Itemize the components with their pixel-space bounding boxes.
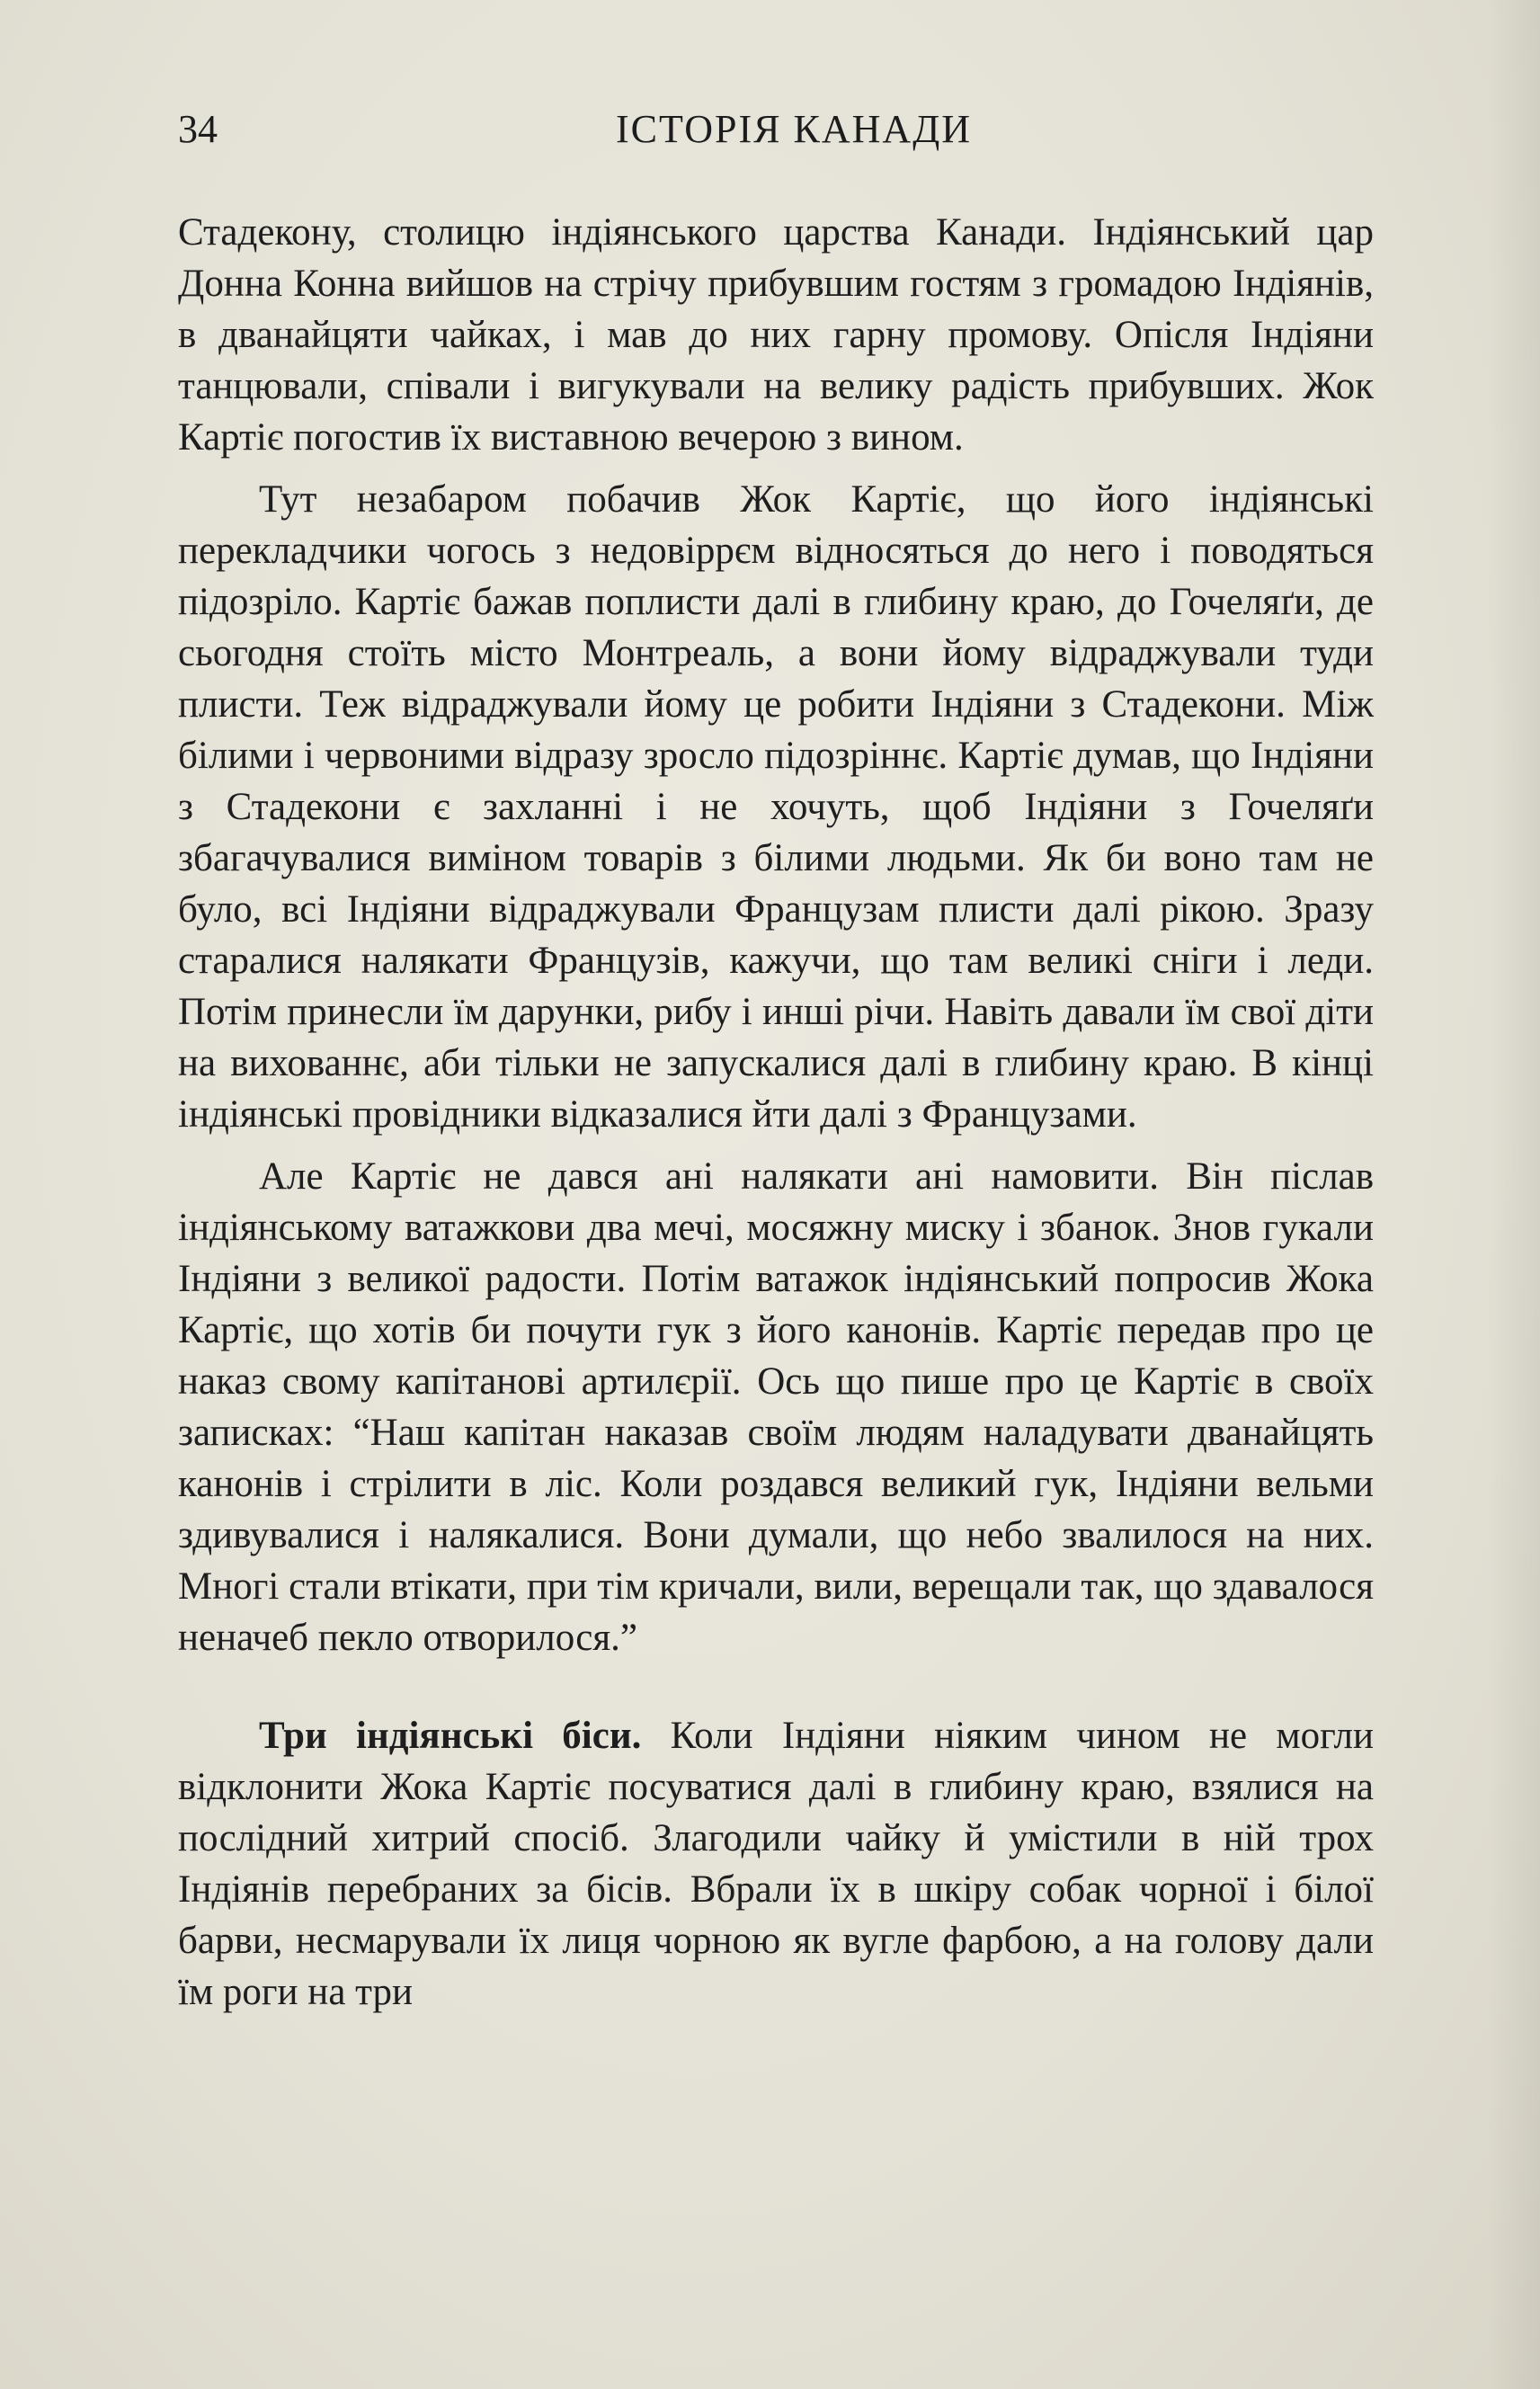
section-paragraph [178,1710,1374,2018]
page-header [178,106,1410,169]
running-title: ІСТОРІЯ КАНАДИ [615,107,972,151]
body-text [178,207,1374,2028]
page-number: 34 [178,107,218,151]
section-text: Коли Індіяни ніяким чином не могли відклонити Жока Картіє посуватися далі в глибину краю, взялися на послідний хитрий спосіб. Злагодили чайку й умістили в ній трох Індіянів перебраних за бісів. Вбрали їх в шкіру собак чорної і білої барви, несмарували їх лиця чорною як вугле фарбою, а на голову дали їм роги на три [178,1715,1375,2013]
paragraph-1: Стадекону, столицю індіянського царства Канади. Індіянський цар Донна Конна вийшов на стрічу прибувшим гостям з громадою Індіянів, в дванайцяти чайках, і мав до них гарну промову. Опісля Індіяни танцювали, співали і вигукували на велику радість прибувших. Жок Картіє погостив їх виставною вечерою з вином. [178,211,1374,459]
paragraph-2: Тут незабаром побачив Жок Картіє, що його індіянські перекладчики чогось з недовіррєм відносяться до него і поводяться підозріло. Картіє бажав поплисти далі в глибину краю, до Гочеляґи, де сьогодня стоїть місто Монтреаль, а вони йому відраджували туди плисти. Теж відраджували йому це робити Індіяни з Стадекони. Між білими і червоними відразу зросло підозріннє. Картіє думав, що Індіяни з Стадекони є захланні і не хочуть, щоб Індіяни з Гочеляґи збагачувалися виміном товарів з білими людьми. Як би воно там не було, всі Індіяни відраджували Французам плисти далі рікою. Зразу старалися налякати Французів, кажучи, що там великі сніги і леди. Потім принесли їм дарунки, рибу і инші річи. Навіть давали їм свої діти на вихованнє, аби тільки не запускалися далі в глибину краю. В кінці індіянські провідники відказалися йти далі з Французами. [178,478,1374,1136]
page-shadow [1486,0,1540,2389]
paragraph-3: Але Картіє не дався ані налякати ані намовити. Він післав індіянському ватажкови два мечі, мосяжну миску і збанок. Знов гукали Індіяни з великої радости. Потім ватажок індіянський попросив Жока Картіє, що хотів би почути гук з його канонів. Картіє передав про це наказ свому капітанові артилєрії. Ось що пише про це Картіє в своїх записках: “Наш капітан наказав своїм людям наладувати дванайцять канонів і стрілити в ліс. Коли роздався великий гук, Індіяни вельми здивувалися і налякалися. Вони думали, що небо звалилося на них. Многі стали втікати, при тім кричали, вили, верещали так, що здавалося неначеб пекло отворилося.” [178,1155,1374,1659]
section-heading: Три індіянські біси. [259,1715,642,1757]
